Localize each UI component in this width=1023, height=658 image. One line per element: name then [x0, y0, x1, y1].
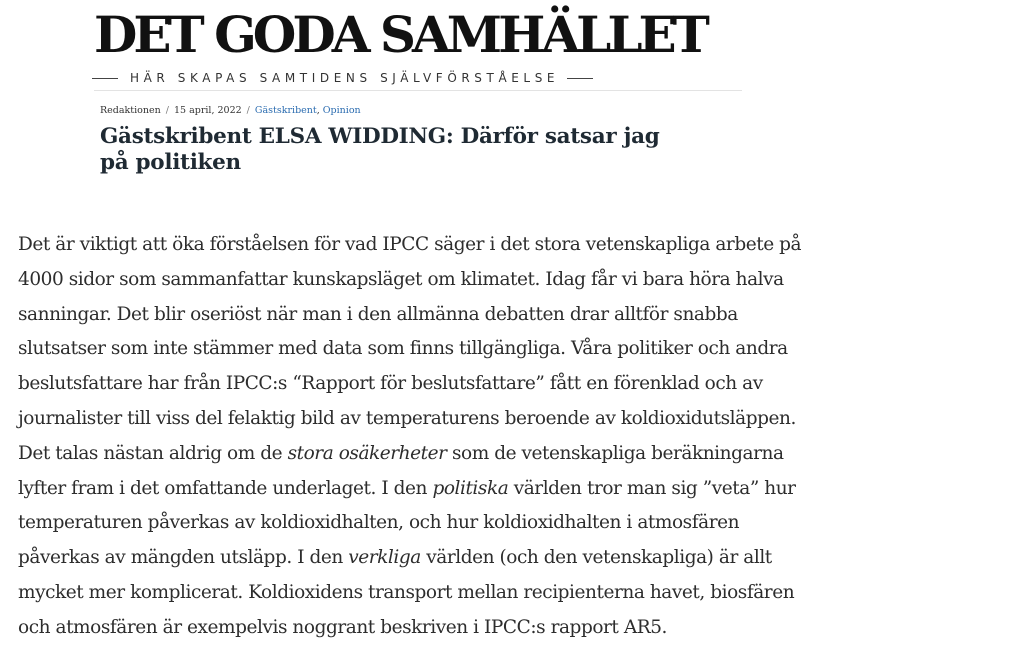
article-line: temperaturen påverkas av koldioxidhalten, och hur koldioxidhalten i atmosfären	[18, 512, 740, 534]
post-meta	[100, 105, 361, 116]
article-title-line-2: på politiken	[100, 150, 241, 175]
article-title-line-1: Gästskribent ELSA WIDDING: Därför satsar jag	[100, 124, 660, 149]
tagline-rule-right	[567, 78, 593, 79]
meta-separator: /	[162, 105, 172, 116]
category-link-opinion[interactable]: Opinion	[322, 105, 361, 116]
text-run: påverkas av mängden utsläpp. I den	[18, 547, 349, 569]
article-line	[18, 541, 1008, 576]
meta-separator: /	[243, 105, 253, 116]
article-line: journalister till viss del felaktig bild av temperaturens beroende av koldioxidutsläppen.	[18, 407, 796, 429]
article-title	[100, 124, 700, 176]
post-date: 15 april, 2022	[173, 105, 242, 116]
emphasis: stora osäkerheter	[287, 442, 447, 464]
tagline-row	[92, 68, 593, 88]
site-tagline: HÄR SKAPAS SAMTIDENS SJÄLVFÖRSTÅELSE	[130, 71, 560, 85]
emphasis: verkliga	[348, 547, 421, 569]
masthead	[94, 6, 719, 64]
article-body	[18, 228, 1008, 646]
article-line: och atmosfären är exempelvis noggrant beskriven i IPCC:s rapport AR5.	[18, 616, 667, 638]
article-line	[18, 437, 1008, 472]
article-line: mycket mer komplicerat. Koldioxidens transport mellan recipienterna havet, biosfären	[18, 581, 795, 603]
text-run: Det talas nästan aldrig om de	[18, 442, 288, 464]
article-line	[18, 472, 1008, 507]
article-line: beslutsfattare har från IPCC:s “Rapport för beslutsfattare” fått en förenklad och av	[18, 373, 763, 395]
site-logo[interactable]: DET GODA SAMHÄLLET	[94, 5, 706, 64]
text-run: världen (och den vetenskapliga) är allt	[420, 547, 772, 569]
text-run: lyfter fram i det omfattande underlaget. I den	[18, 477, 433, 499]
category-comma: ,	[316, 105, 323, 116]
post-author[interactable]: Redaktionen	[100, 105, 161, 116]
article-line: 4000 sidor som sammanfattar kunskapsläget om klimatet. Idag får vi bara höra halva	[18, 268, 784, 290]
tagline-rule-left	[92, 78, 118, 79]
text-run: som de vetenskapliga beräkningarna	[446, 442, 784, 464]
category-link-gastskribent[interactable]: Gästskribent	[254, 105, 317, 116]
text-run: världen tror man sig ”veta” hur	[508, 477, 796, 499]
emphasis: politiska	[432, 477, 509, 499]
article-line: Det är viktigt att öka förståelsen för vad IPCC säger i det stora vetenskapliga arbete på	[18, 234, 802, 255]
article-line: slutsatser som inte stämmer med data som finns tillgängliga. Våra politiker och andra	[18, 338, 788, 360]
header-divider	[94, 90, 742, 91]
article-line: sanningar. Det blir oseriöst när man i den allmänna debatten drar alltför snabba	[18, 303, 738, 325]
